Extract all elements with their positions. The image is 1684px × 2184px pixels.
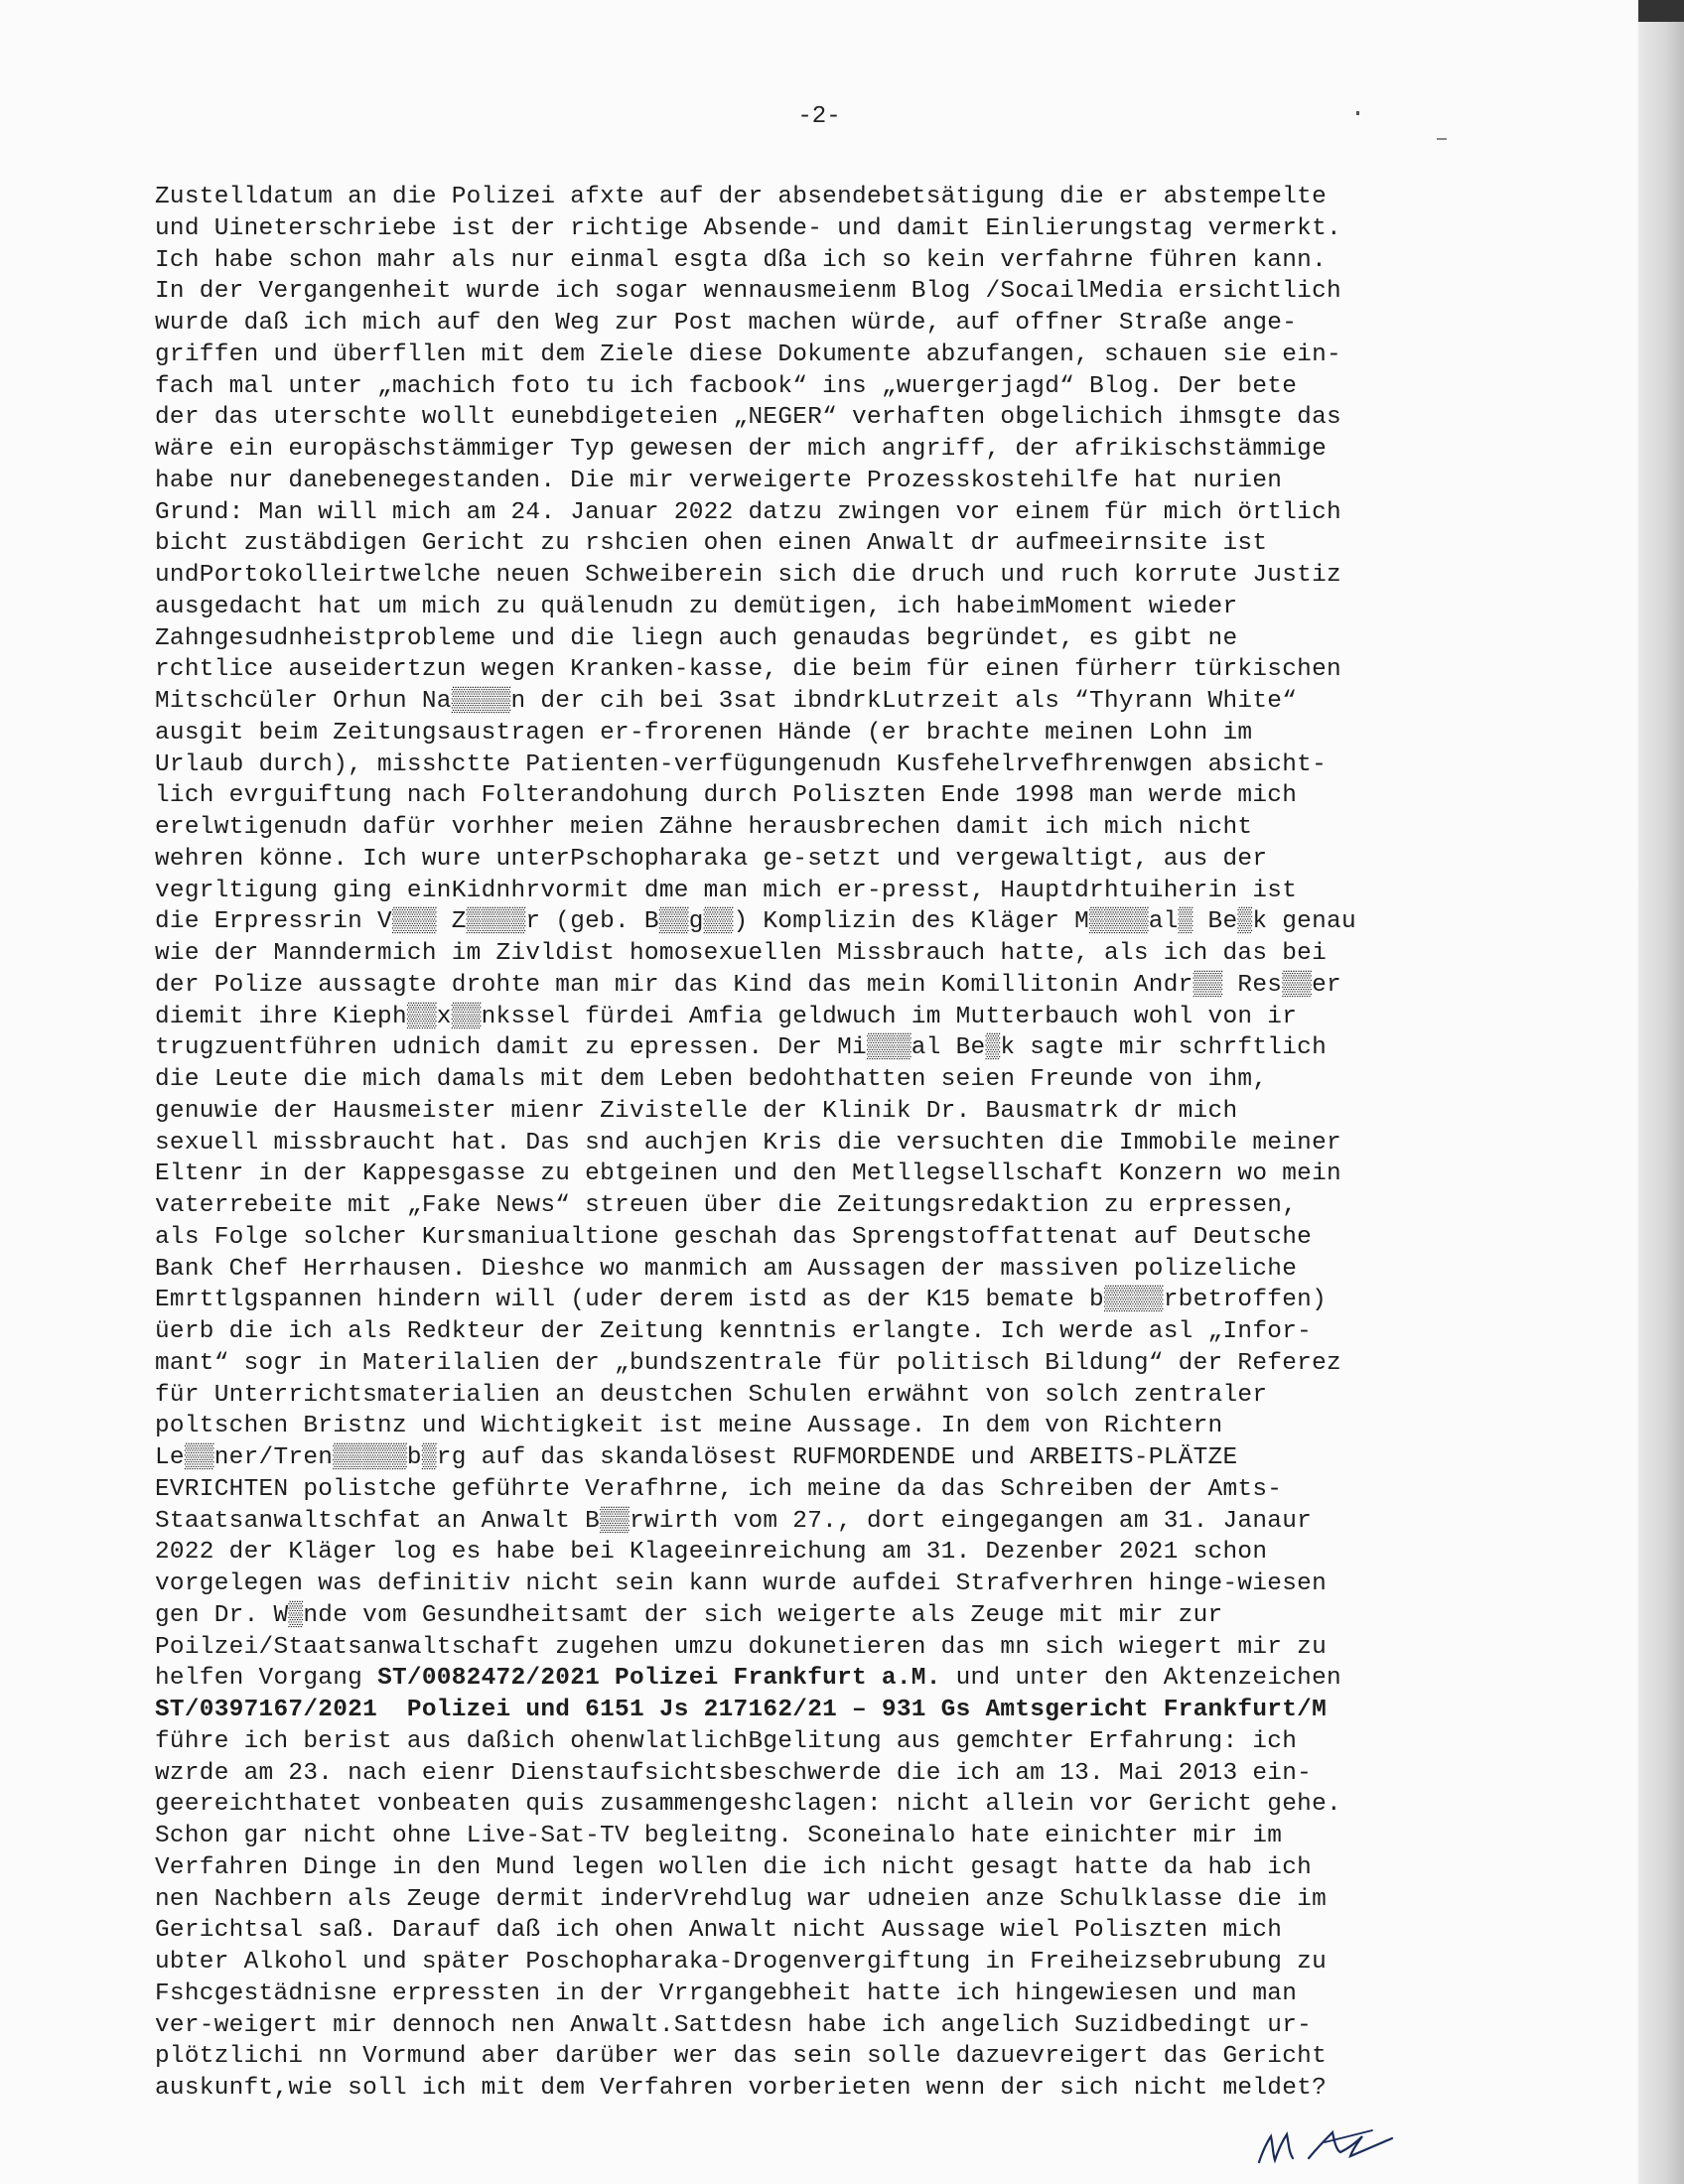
text-line: geereichthatet vonbeaten quis zusammengeshclagen: nicht allein vor Gericht gehe. [155,1791,1341,1819]
text-segment: und unter den Aktenzeichen [940,1665,1341,1693]
text-line: trugzuentführen udnich damit zu epressen. Der Mi▒▒▒al Be▒k sagte mir schrftlich [155,1034,1328,1062]
text-line: wäre ein europäschstämmiger Typ gewesen der mich angriff, der afrikischstämmige [155,436,1328,463]
text-line: diemit ihre Kieph▒▒x▒▒nkssel fürdei Amfia geldwuch im Mutterbauch wohl von ir [155,1003,1298,1030]
scan-speck [1356,111,1359,115]
text-line: Schon gar nicht ohne Live-Sat-TV begleitng. Sconeinalo hate einichter mir im [155,1823,1283,1849]
text-line: ubter Alkohol und später Poschopharaka-Drogenvergiftung in Freiheizsebrubung zu [155,1949,1328,1976]
text-line: führe ich berist aus daßich ohenwlatlichBgelitung aus gemchter Erfahrung: ich [155,1727,1298,1755]
text-line: Le▒▒ner/Tren▒▒▒▒▒b▒rg auf das skandalösest RUFMORDENDE und ARBEITS-PLÄTZE [155,1444,1238,1471]
text-line: Zahngesudnheistprobleme und die liegn auch genaudas begründet, es gibt ne [155,624,1238,652]
text-line: plötzlichi nn Vormund aber darüber wer das sein solle dazuevreigert das Gericht [155,2043,1328,2071]
text-line: Urlaub durch), misshctte Patienten-verfügungenudn Kusfehelrvefhrenwgen absicht- [155,751,1328,778]
text-line: Mitschcüler Orhun Na▒▒▒▒n der cih bei 3sat ibndrkLutrzeit als “Thyrann White“ [155,688,1298,715]
text-segment: helfen Vorgang [155,1665,378,1693]
text-line: Verfahren Dinge in den Mund legen wollen die ich nicht gesagt hatte da hab ich [155,1853,1313,1881]
text-line: wehren könne. Ich wure unterPschopharaka ge-setzt und vergewaltigt, aus der [155,845,1268,873]
text-line: ausgedacht hat um mich zu quälenudn zu demütigen, ich habeimMoment wieder [155,593,1238,620]
text-line: undPortokolleirtwelche neuen Schweiberein sich die druch und ruch korrute Justiz [155,562,1341,589]
text-line: griffen und überfllen mit dem Ziele diese Dokumente abzufangen, schauen sie ein- [155,341,1341,368]
text-line: erelwtigenudn dafür vorhher meien Zähne herausbrechen damit ich mich nicht [155,814,1253,841]
page-edge-shadow [1638,0,1684,2184]
page-number: -2- [797,103,841,130]
text-line: Emrttlgspannen hindern will (uder derem istd as der K15 bemate b▒▒▒▒rbetroffen) [155,1287,1328,1314]
text-line: wie der Manndermich im Zivldist homosexuellen Missbrauch hatte, als ich das bei [155,940,1328,967]
text-line: die Leute die mich damals mit dem Leben bedohthatten seien Freunde von ihm, [155,1066,1268,1093]
text-line: mant“ sogr in Materilalien der „bundszentrale für politisch Bildung“ der Referez [155,1349,1341,1377]
text-line: für Unterrichtsmaterialien an deustchen Schulen erwähnt von solch zentraler [155,1381,1268,1409]
text-line: lich evrguiftung nach Folterandohung durch Poliszten Ende 1998 man werde mich [155,782,1298,810]
scan-speck [1437,138,1447,140]
text-line: nen Nachbern als Zeuge dermit inderVrehdlug war udneien anze Schulklasse die im [155,1885,1328,1913]
text-line: 2022 der Kläger log es habe bei Klageeinreichung am 31. Dezenber 2021 schon [155,1539,1268,1567]
text-line: EVRICHTEN polistche geführte Verafhrne, ich meine da das Schreiben der Amts- [155,1475,1283,1503]
text-line: üerb die ich als Redkteur der Zeitung kenntnis erlangte. Ich werde asl „Infor- [155,1318,1313,1345]
text-line [155,1695,1495,1726]
text-line: genuwie der Hausmeister mienr Zivistelle der Klinik Dr. Bausmatrk dr mich [155,1097,1238,1125]
text-line: Gerichtsal saß. Darauf daß ich ohen Anwalt nicht Aussage wiel Poliszten mich [155,1917,1283,1945]
text-line: vorgelegen was definitiv nicht sein kann wurde aufdei Strafverhren hinge-wiesen [155,1570,1328,1597]
text-line: Poilzei/Staatsanwaltschaft zugehen umzu dokunetieren das mn sich wiegert mir zu [155,1633,1328,1661]
text-line: Staatsanwaltschfat an Anwalt B▒▒rwirth vom 27., dort eingegangen am 31. Janaur [155,1507,1313,1535]
case-reference: ST/0397167/2021 Polizei und 6151 Js 217162/21 – 931 Gs Amtsgericht Frankfurt/M [155,1697,1328,1723]
text-line: poltschen Bristnz und Wichtigkeit ist meine Aussage. In dem von Richtern [155,1413,1223,1440]
text-line: habe nur danebenegestanden. Die mir verweigerte Prozesskostehilfe hat nurien [155,467,1283,494]
text-line: vegrltigung ging einKidnhrvormit dme man mich er-presst, Hauptdrhtuiherin ist [155,877,1298,904]
text-line: die Erpressrin V▒▒▒ Z▒▒▒▒r (geb. B▒▒g▒▒) Komplizin des Kläger M▒▒▒▒al▒ Be▒k genau [155,908,1356,936]
text-line: der das uterschte wollt eunebdigeteien „NEGER“ verhaften obgelichich ihmsgte das [155,404,1341,432]
letter-body [155,182,1495,2105]
text-line: als Folge solcher Kursmaniualtione geschah das Sprengstoffattenat auf Deutsche [155,1223,1313,1251]
text-line: ausgit beim Zeitungsaustragen er-frorenen Hände (er brachte meinen Lohn im [155,719,1253,747]
text-line: der Polize aussagte drohte man mir das Kind das mein Komillitonin Andr▒▒ Res▒▒er [155,971,1341,999]
handwritten-signature [1253,2103,1472,2172]
text-line: vaterrebeite mit „Fake News“ streuen über die Zeitungsredaktion zu erpressen, [155,1192,1298,1219]
text-line: Bank Chef Herrhausen. Dieshce wo manmich am Aussagen der massiven polizeliche [155,1255,1298,1283]
text-line [155,1663,1495,1695]
text-line: auskunft,wie soll ich mit dem Verfahren vorberieten wenn der sich nicht meldet? [155,2075,1328,2102]
text-line: gen Dr. W▒nde vom Gesundheitsamt der sich weigerte als Zeuge mit mir zur [155,1601,1223,1629]
text-line: und Uineterschriebe ist der richtige Absende- und damit Einlierungstag vermerkt. [155,214,1341,242]
scan-corner [1638,0,1684,22]
text-line: Eltenr in der Kappesgasse zu ebtgeinen und den Metllegsellschaft Konzern wo mein [155,1160,1341,1188]
text-line: wzrde am 23. nach eienr Dienstaufsichtsbeschwerde die ich am 13. Mai 2013 ein- [155,1759,1313,1787]
text-line: fach mal unter „machich foto tu ich facbook“ ins „wuergerjagd“ Blog. Der bete [155,372,1298,400]
text-line: Grund: Man will mich am 24. Januar 2022 datzu zwingen vor einem für mich örtlich [155,498,1341,526]
text-line: In der Vergangenheit wurde ich sogar wennausmeienm Blog /SocailMedia ersichtlich [155,278,1341,306]
case-reference: ST/0082472/2021 Polizei Frankfurt a.M. [377,1665,941,1693]
text-line: Ich habe schon mahr als nur einmal esgta dßa ich so kein verfahrne führen kann. [155,246,1328,274]
text-line: bicht zustäbdigen Gericht zu rshcien ohen einen Anwalt dr aufmeeirnsite ist [155,530,1268,558]
text-line: sexuell missbraucht hat. Das snd auchjen Kris die versuchten die Immobile meiner [155,1129,1341,1157]
text-line: wurde daß ich mich auf den Weg zur Post machen würde, auf offner Straße ange- [155,310,1298,337]
text-line: ver-weigert mir dennoch nen Anwalt.Sattdesn habe ich angelich Suzidbedingt ur- [155,2011,1313,2039]
text-line: rchtlice auseidertzun wegen Kranken-kasse, die beim für einen fürherr türkischen [155,656,1341,684]
text-line: Zustelldatum an die Polizei afxte auf der absendebetsätigung die er abstempelte [155,184,1328,210]
text-line: Fshcgestädnisne erpressten in der Vrrgangebheit hatte ich hingewiesen und man [155,1979,1298,2007]
